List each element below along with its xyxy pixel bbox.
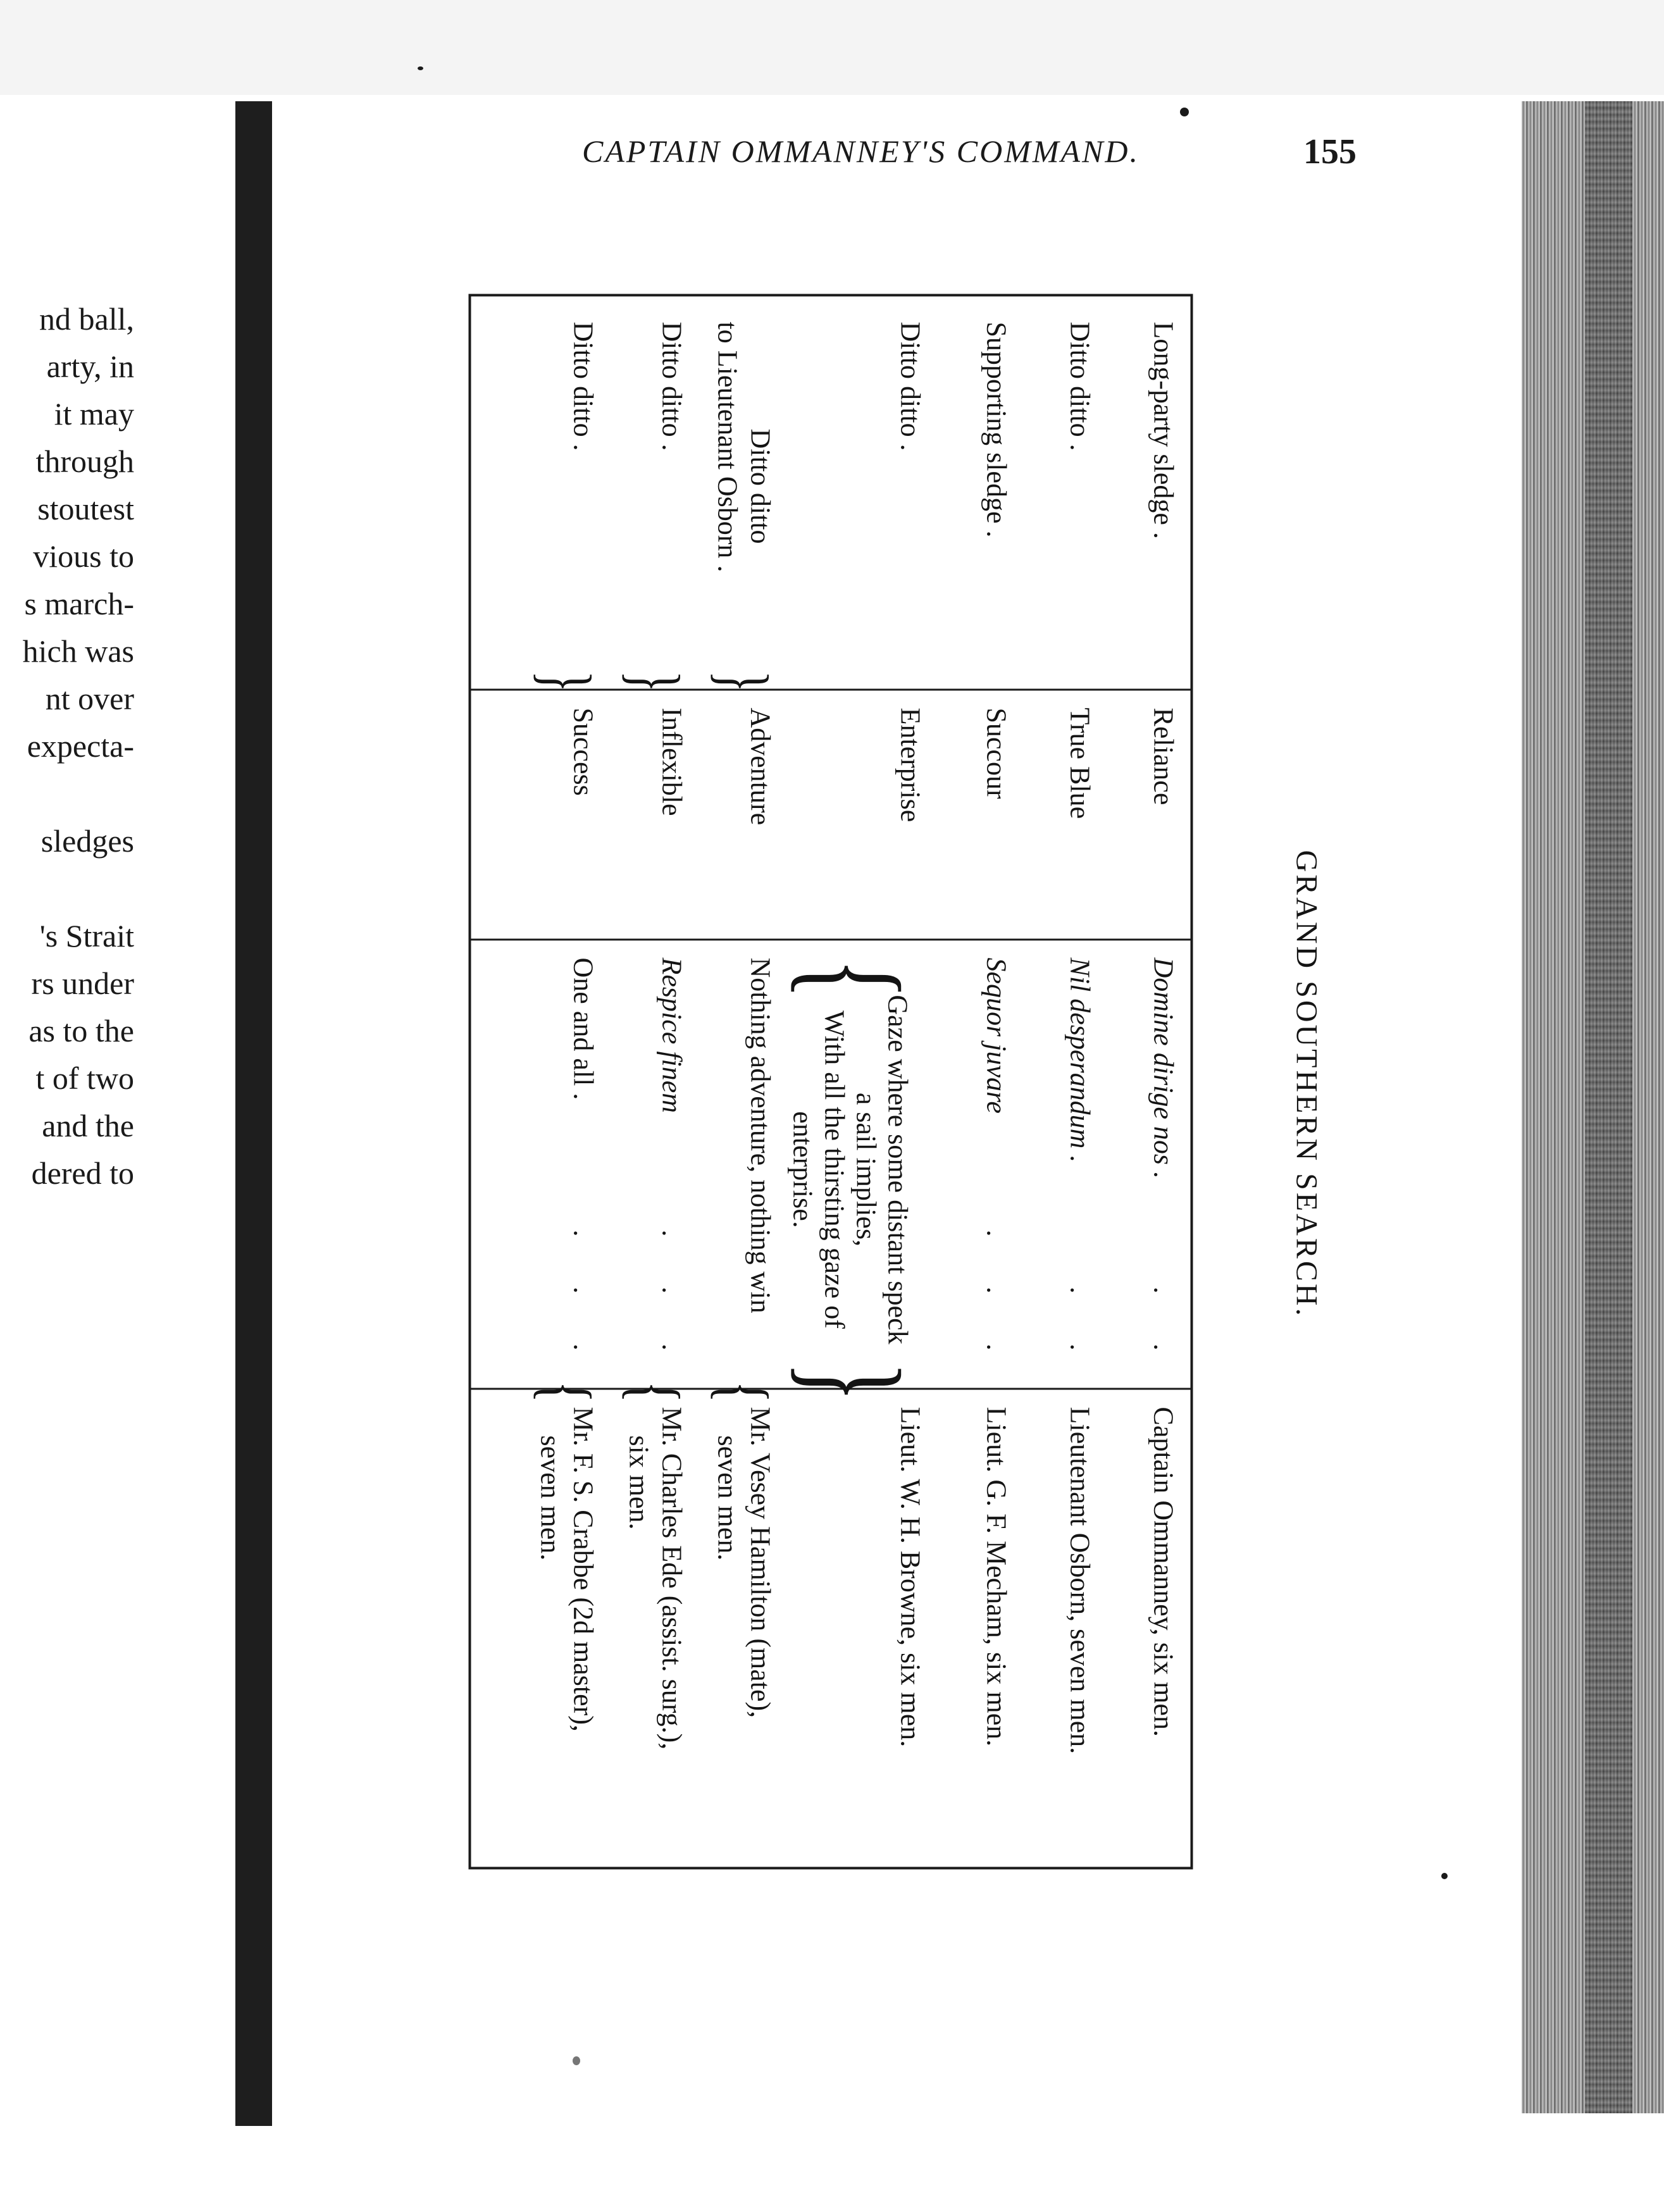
sledge-name: Success <box>568 707 599 796</box>
officer: Mr. F. S. Crabbe (2d master), <box>568 1407 599 1732</box>
sledge-name: True Blue <box>1064 707 1096 819</box>
sledge-name: Inflexible <box>656 707 688 816</box>
table-title: GRAND SOUTHERN SEARCH. <box>1289 850 1324 1319</box>
leader-dots: . . . <box>656 1229 688 1372</box>
scan-top-margin <box>0 0 1664 95</box>
table-region <box>468 294 1324 1870</box>
left-text-line: 's Strait <box>39 918 134 954</box>
sledge-name: Enterprise <box>895 707 926 823</box>
left-text-line: arty, in <box>46 349 134 384</box>
motto: Domine dirige nos . <box>1148 957 1179 1179</box>
officer: Captain Ommanney, six men. <box>1148 1407 1179 1737</box>
left-text-line: hich was <box>22 633 134 669</box>
sledge-name: Succour <box>981 707 1012 799</box>
sledge-type: Ditto ditto . <box>1064 321 1096 451</box>
page-number: 155 <box>1303 132 1357 171</box>
left-text-line: t of two <box>35 1060 134 1096</box>
left-text-line: as to the <box>28 1013 134 1048</box>
ink-speck <box>1441 1873 1448 1879</box>
sledge-type: to Lieutenant Osborn . <box>712 321 743 573</box>
leader-dots: . . <box>1064 1286 1096 1372</box>
left-text-line: and the <box>42 1108 134 1143</box>
motto: Nil desperandum . <box>1064 957 1096 1163</box>
ink-speck <box>573 2056 580 2065</box>
brace-mark: { <box>616 1381 694 1403</box>
officer: Mr. Vesey Hamilton (mate), <box>745 1407 776 1718</box>
officer: Mr. Charles Ede (assist. surg.), <box>656 1407 688 1750</box>
motto-line: enterprise. <box>787 1111 819 1228</box>
motto: Respice finem <box>656 957 688 1114</box>
left-text-line: it may <box>54 396 134 432</box>
ink-speck <box>418 66 423 70</box>
ink-speck <box>1180 108 1189 116</box>
left-text-line: nt over <box>45 681 134 716</box>
brace-mark: { <box>528 1381 605 1403</box>
brace-mark: } <box>616 670 694 693</box>
sledge-type: Ditto ditto . <box>656 321 688 451</box>
left-text-line: s march- <box>24 586 134 621</box>
motto: Nothing adventure, nothing win <box>745 957 776 1314</box>
sledge-type: Supporting sledge . <box>981 321 1012 538</box>
left-text-line: expecta- <box>27 728 134 764</box>
officer: seven men. <box>535 1435 566 1561</box>
left-text-line: stoutest <box>37 491 134 526</box>
column-divider <box>471 939 1191 941</box>
motto-line: Gaze where some distant speck <box>882 995 914 1345</box>
sledge-name: Adventure <box>745 707 776 826</box>
running-head: CAPTAIN OMMANNEY'S COMMAND. <box>582 134 1140 169</box>
officer: Lieut. G. F. Mecham, six men. <box>981 1407 1012 1747</box>
motto-line: a sail implies, <box>850 1092 882 1247</box>
sledge-type: Long-party sledge . <box>1148 321 1179 539</box>
officer: seven men. <box>712 1435 743 1561</box>
officer: six men. <box>623 1435 655 1530</box>
brace-mark: { <box>705 1381 783 1403</box>
brace-mark: } <box>528 670 605 693</box>
brace-mark: } <box>779 1361 927 1403</box>
brace-mark: } <box>705 670 783 693</box>
leader-dots: . . . <box>981 1229 1012 1372</box>
leader-dots: . . <box>1148 1286 1179 1372</box>
sledge-type: Ditto ditto . <box>568 321 599 451</box>
officer: Lieutenant Osborn, seven men. <box>1064 1407 1096 1755</box>
sledge-type: Ditto ditto <box>745 428 776 544</box>
leader-dots: . . . <box>568 1229 599 1372</box>
sledge-table <box>469 294 1324 1870</box>
left-text-line: sledges <box>40 823 134 859</box>
left-text-line: through <box>35 444 134 479</box>
left-text-line: rs under <box>31 966 134 1001</box>
page-edges-shadow <box>1585 101 1632 2113</box>
left-text-line: vious to <box>33 538 134 574</box>
brace-mark: { <box>779 958 927 1000</box>
motto: Sequor juvare <box>981 957 1012 1114</box>
sledge-type: Ditto ditto . <box>895 321 926 451</box>
left-page <box>0 95 235 2151</box>
book-gutter <box>235 101 272 2126</box>
officer: Lieut. W. H. Browne, six men. <box>895 1407 926 1748</box>
left-text-line: nd ball, <box>39 301 134 337</box>
sledge-name: Reliance <box>1148 707 1179 805</box>
left-text-line: dered to <box>31 1155 134 1191</box>
motto-line: With all the thirsting gaze of <box>819 1010 850 1329</box>
motto: One and all . <box>568 957 599 1100</box>
